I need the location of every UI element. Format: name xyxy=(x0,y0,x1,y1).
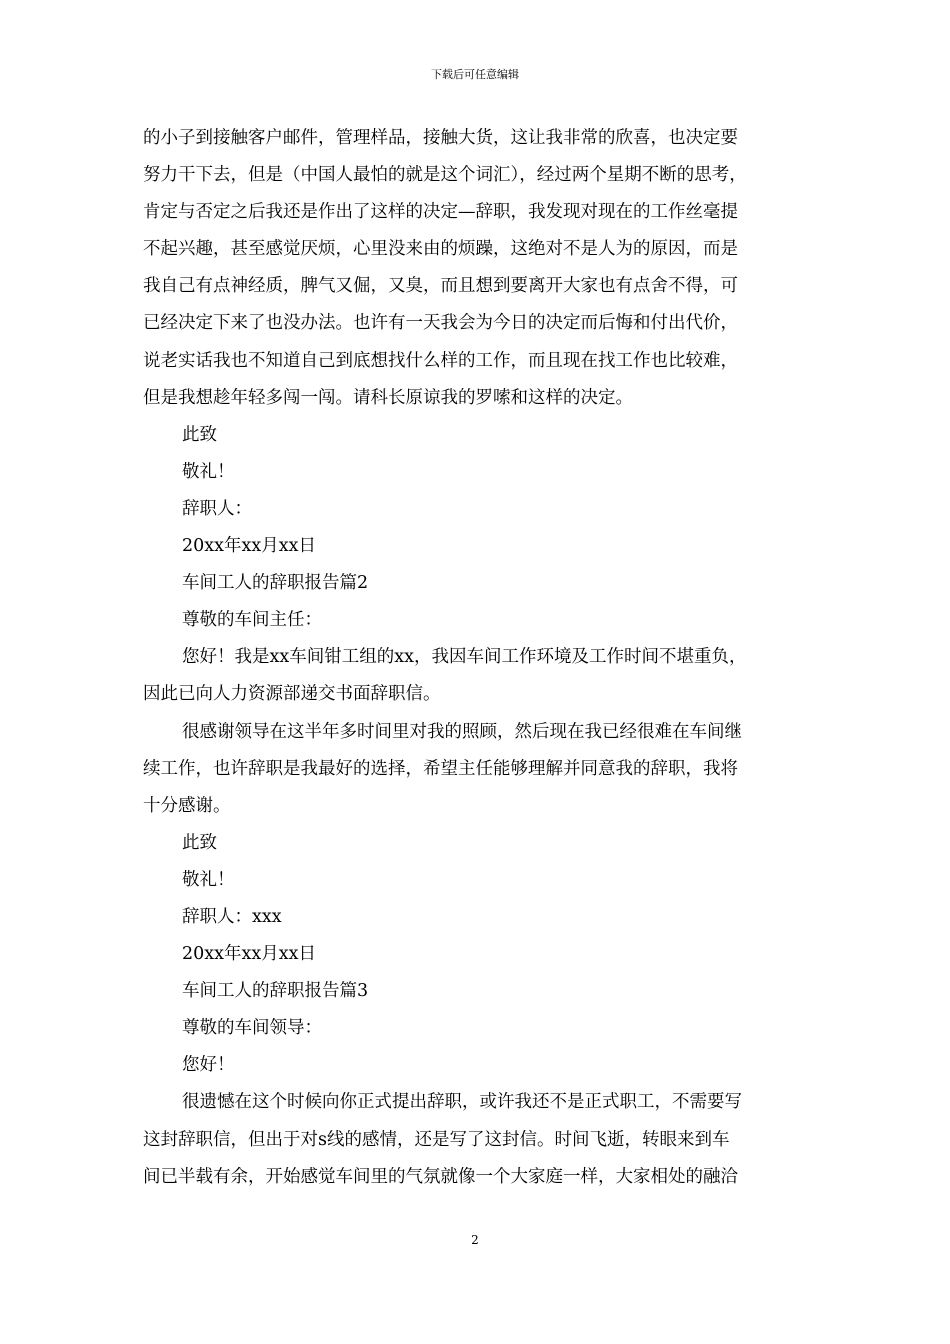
text-line: 间已半载有余，开始感觉车间里的气氛就像一个大家庭一样，大家相处的融洽 xyxy=(143,1166,738,1187)
text-line: 您好！ xyxy=(182,1055,235,1076)
text-line: 20xx年xx月xx日 xyxy=(182,944,316,965)
text-line: 此致 xyxy=(182,832,217,853)
text-line: 这封辞职信，但出于对s线的感情，还是写了这封信。时间飞逝，转眼来到车 xyxy=(143,1129,730,1150)
text-line: 此致 xyxy=(182,424,217,445)
text-line: 续工作，也许辞职是我最好的选择，希望主任能够理解并同意我的辞职，我将 xyxy=(143,758,738,779)
text-line: 车间工人的辞职报告篇3 xyxy=(182,981,369,1002)
text-line: 努力干下去，但是（中国人最怕的就是这个词汇），经过两个星期不断的思考， xyxy=(143,165,747,186)
text-line: 20xx年xx月xx日 xyxy=(182,536,316,557)
text-line: 敬礼！ xyxy=(182,461,235,482)
text-line: 尊敬的车间领导： xyxy=(182,1018,322,1039)
text-line: 十分感谢。 xyxy=(143,795,231,816)
text-line: 我自己有点神经质，脾气又倔，又臭，而且想到要离开大家也有点舍不得，可 xyxy=(143,276,738,297)
page-header: 下载后可任意编辑 xyxy=(431,68,519,81)
text-line: 敬礼！ xyxy=(182,869,235,890)
text-line: 因此已向人力资源部递交书面辞职信。 xyxy=(143,684,441,705)
text-line: 尊敬的车间主任： xyxy=(182,610,322,631)
text-line: 不起兴趣，甚至感觉厌烦，心里没来由的烦躁，这绝对不是人为的原因，而是 xyxy=(143,239,738,260)
text-line: 您好！我是xx车间钳工组的xx，我因车间工作环境及工作时间不堪重负， xyxy=(182,647,747,668)
document-body xyxy=(143,120,823,1196)
text-line: 说老实话我也不知道自己到底想找什么样的工作，而且现在找工作也比较难， xyxy=(143,350,738,371)
text-line: 辞职人：xxx xyxy=(182,906,282,927)
text-line: 已经决定下来了也没办法。也许有一天我会为今日的决定而后悔和付出代价， xyxy=(143,313,738,334)
text-line: 很遗憾在这个时候向你正式提出辞职，或许我还不是正式职工，不需要写 xyxy=(182,1092,742,1113)
text-line: 肯定与否定之后我还是作出了这样的决定—辞职，我发现对现在的工作丝毫提 xyxy=(143,202,738,223)
text-line: 的小子到接触客户邮件，管理样品，接触大货，这让我非常的欣喜，也决定要 xyxy=(143,128,738,148)
text-line: 很感谢领导在这半年多时间里对我的照顾，然后现在我已经很难在车间继 xyxy=(182,721,742,742)
text-line: 辞职人： xyxy=(182,498,252,519)
text-line: 但是我想趁年轻多闯一闯。请科长原谅我的罗嗦和这样的决定。 xyxy=(143,387,633,408)
page-number: 2 xyxy=(471,1233,479,1247)
text-line: 车间工人的辞职报告篇2 xyxy=(182,573,369,594)
